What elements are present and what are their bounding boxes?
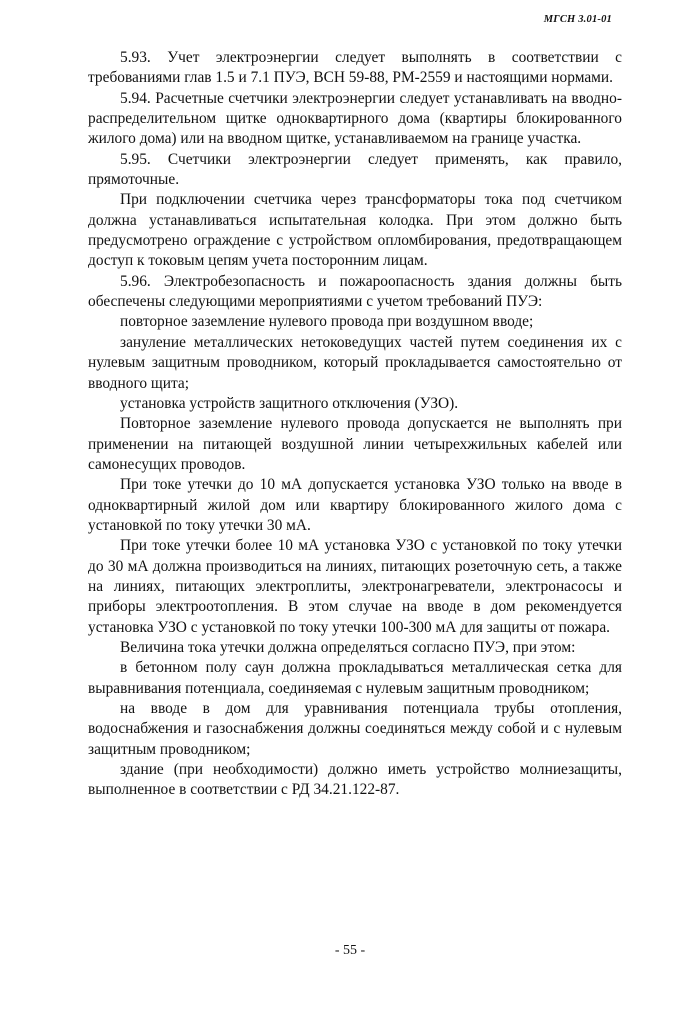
paragraph-grounding-exception: Повторное заземление нулевого провода допускается не выполнять при применении на питающей воздушной линии четырехжильных кабелей или самонесущих проводов. [88,415,622,473]
paragraph-5-95: 5.95. Счетчики электроэнергии следует применять, как правило, прямоточные. [88,150,622,189]
document-body [88,48,622,801]
list-item-rcd-installation: установка устройств защитного отключения (УЗО). [120,394,459,412]
document-code-header: МГСН 3.01-01 [543,14,612,25]
paragraph-5-96: 5.96. Электробезопасность и пожароопасность здания должны быть обеспечены следующими мероприятиями с учетом требований ПУЭ: [88,272,622,311]
paragraph-meter-transformers: При подключении счетчика через трансформаторы тока под счетчиком должна устанавливаться испытательная колодка. При этом должно быть предусмотрено ограждение с устройством опломбирования, предотвращающем доступ к токовым цепям учета посторонним лицам. [88,191,622,270]
list-item-repeated-grounding: повторное заземление нулевого провода при воздушном вводе; [120,313,534,331]
paragraph-5-94: 5.94. Расчетные счетчики электроэнергии следует устанавливать на вводно-распределительном щитке одноквартирного дома (квартиры блокированного жилого дома) или на вводном щитке, устанавливаемом на границе участка. [88,89,622,148]
list-item-potential-equalization: на вводе в дом для уравнивания потенциала трубы отопления, водоснабжения и газоснабжения должны соединяться между собой и с нулевым защитным проводником; [88,700,622,758]
list-item-lightning-protection: здание (при необходимости) должно иметь устройство молниезащиты, выполненное в соответствии с РД 34.21.122-87. [88,761,622,799]
list-item-neutral-connection: зануление металлических нетоковедущих частей путем соединения их с нулевым защитным проводником, который прокладывается самостоятельно от вводного щита; [88,333,622,392]
list-item-sauna-floor-mesh: в бетонном полу саун должна прокладываться металлическая сетка для выравнивания потенциала, соединяемая с нулевым защитным проводником; [88,659,622,697]
paragraph-leakage-up-to-10ma: При токе утечки до 10 мА допускается установка УЗО только на вводе в одноквартирный жилой дом или квартиру блокированного жилого дома с установкой по току утечки 30 мА. [88,476,622,534]
page-number: - 55 - [334,943,366,958]
paragraph-leakage-over-10ma: При токе утечки более 10 мА установка УЗО с установкой по току утечки до 30 мА должна производиться на линиях, питающих розеточную сеть, а также на линиях, питающих электроплиты, электронагреватели, электронасосы и приборы электроотопления. В этом случае на вводе в дом рекомендуется установка УЗО с установкой по току утечки 100-300 мА для защиты от пожара. [88,537,622,636]
paragraph-leakage-determination: Величина тока утечки должна определяться согласно ПУЭ, при этом: [120,638,576,656]
paragraph-5-93: 5.93. Учет электроэнергии следует выполнять в соответствии с требованиями глав 1.5 и 7.1 ПУЭ, ВСН 59-88, РМ-2559 и настоящими нормами. [88,49,622,87]
